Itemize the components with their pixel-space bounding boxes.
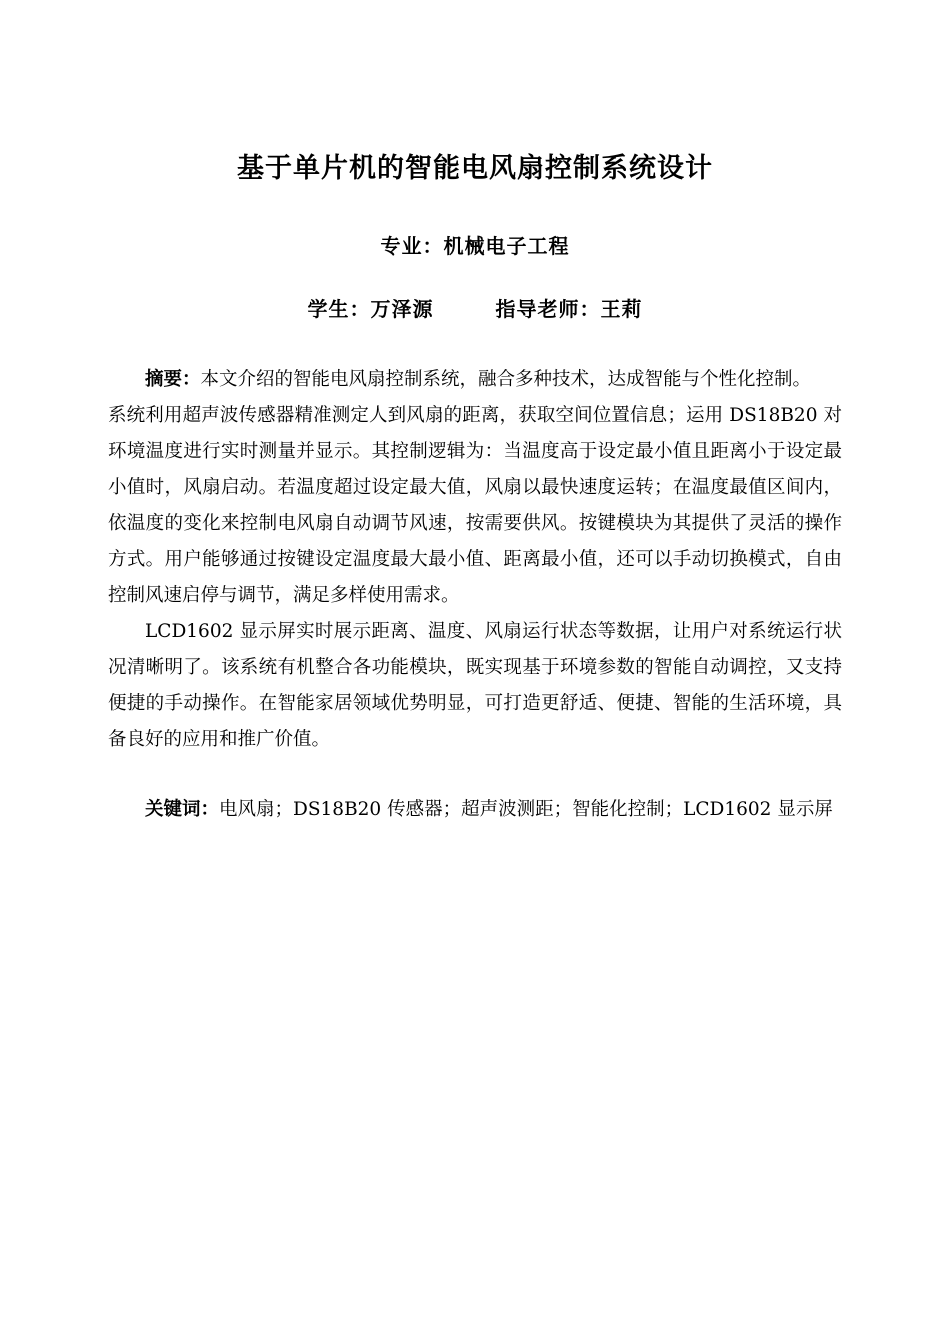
keywords-lead: 关键词： [145, 799, 220, 821]
student-label: 学生：万泽源 [307, 296, 434, 321]
abstract-paragraph-1 [108, 362, 842, 398]
major-line: 专业：机械电子工程 [380, 233, 570, 258]
abstract-lead: 摘要： [145, 368, 201, 390]
keywords-text: 电风扇；DS18B20 传感器；超声波测距；智能化控制；LCD1602 显示屏 [219, 799, 833, 821]
abstract-paragraph-2: 系统利用超声波传感器精准测定人到风扇的距离，获取空间位置信息；运用 DS18B20 对环境温度进行实时测量并显示。其控制逻辑为：当温度高于设定最小值且距离小于设定最小值时，风扇启动。若温度超过设定最大值，风扇以最快速度运转；在温度最值区间内，依温度的变化来控制电风扇自动调节风速，按需要供风。按键模块为其提供了灵活的操作方式。用户能够通过按键设定温度最大最小值、距离最小值，还可以手动切换模式，自由控制风速启停与调节，满足多样使用需求。 [108, 404, 842, 607]
page-title: 基于单片机的智能电风扇控制系统设计 [237, 153, 713, 184]
author-line [108, 293, 842, 322]
advisor-label: 指导老师：王莉 [495, 296, 643, 321]
section-spacer [108, 758, 842, 792]
abstract-paragraph-3: LCD1602 显示屏实时展示距离、温度、风扇运行状态等数据，让用户对系统运行状况清晰明了。该系统有机整合各功能模块，既实现基于环境参数的智能自动调控，又支持便捷的手动操作。在智能家居领域优势明显，可打造更舒适、便捷、智能的生活环境，具备良好的应用和推广价值。 [108, 621, 842, 751]
keywords-paragraph [108, 792, 842, 828]
abstract-paragraph-1-text: 本文介绍的智能电风扇控制系统，融合多种技术，达成智能与个性化控制。 [200, 368, 812, 390]
